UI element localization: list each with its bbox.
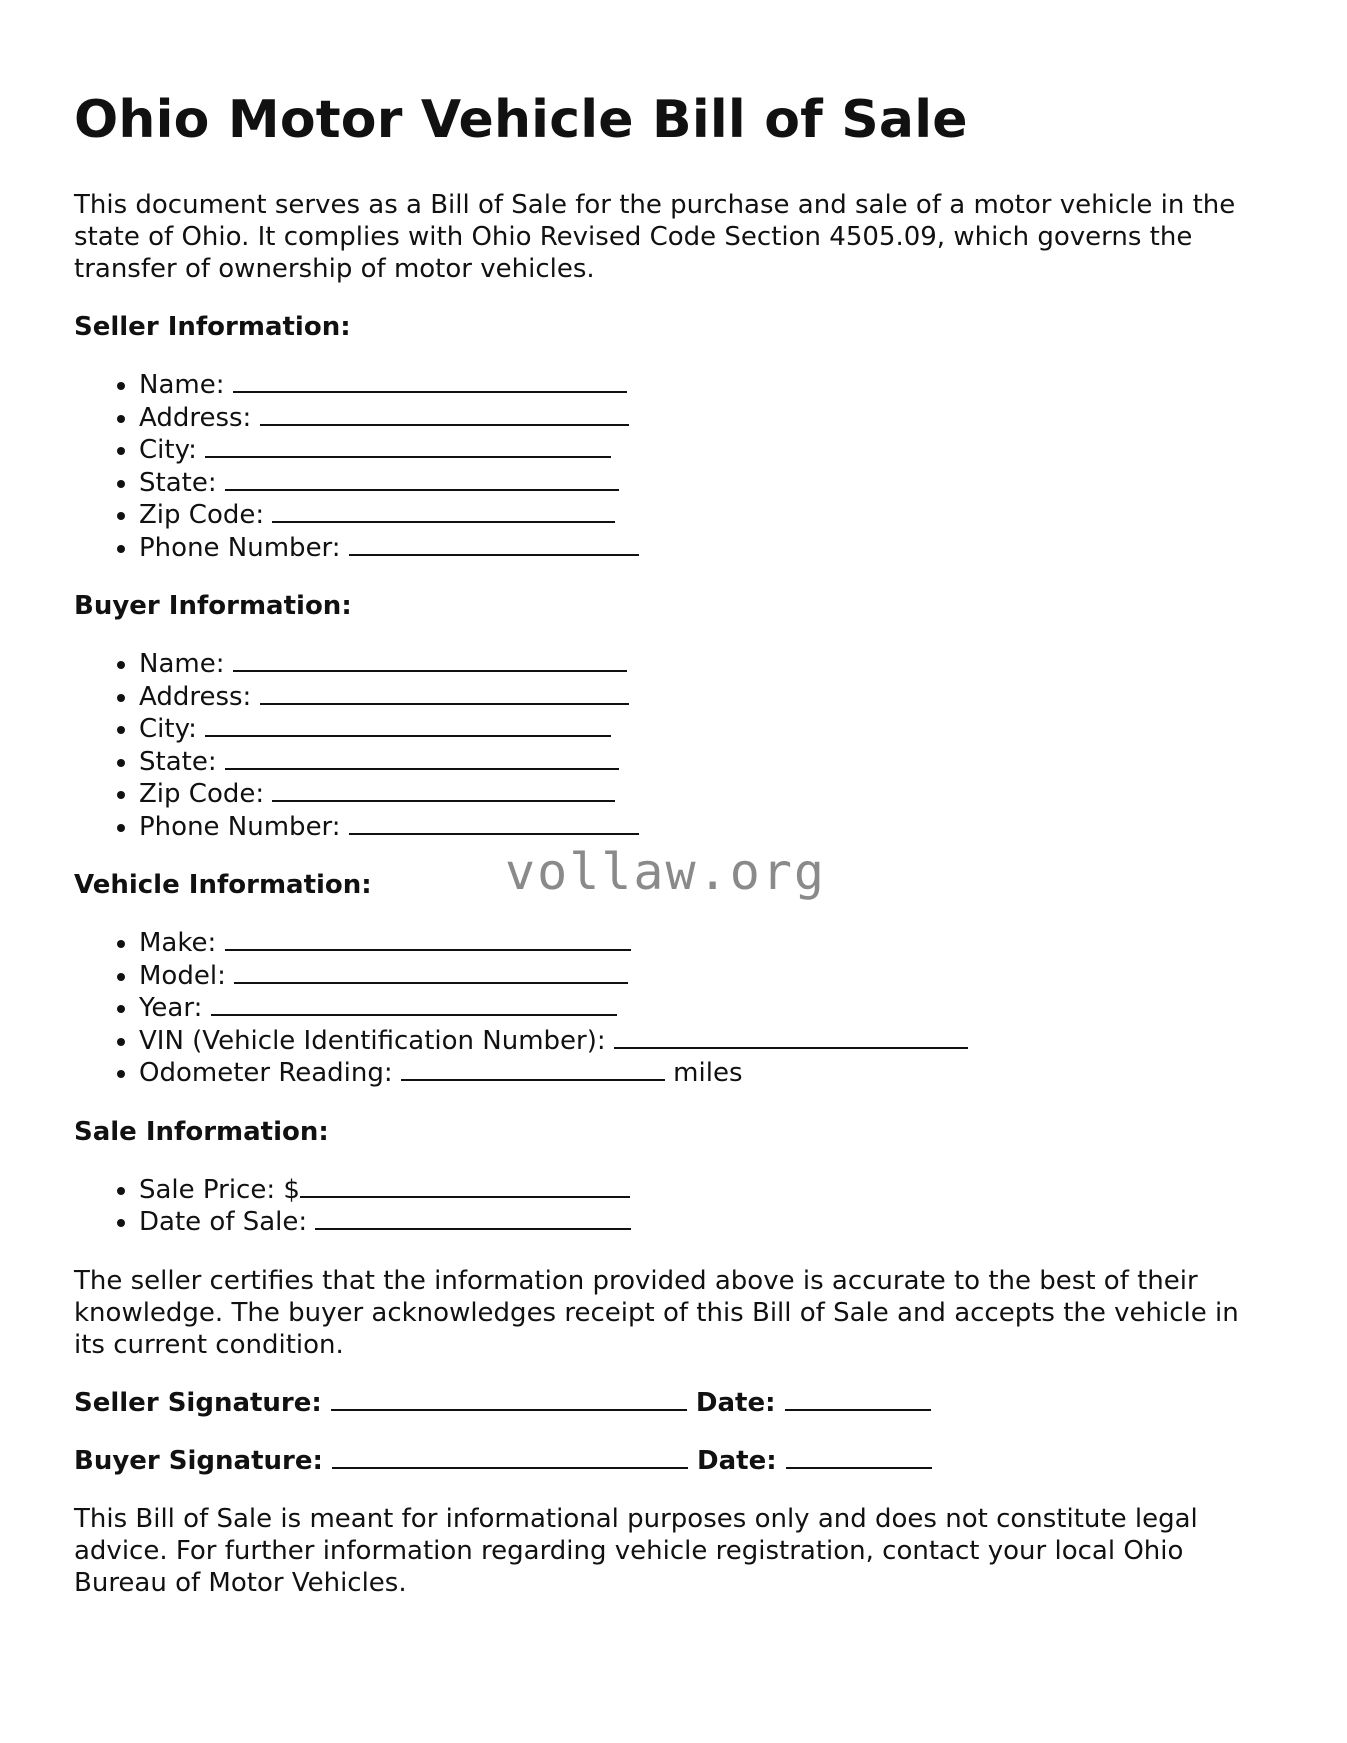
intro-paragraph: This document serves as a Bill of Sale for the purchase and sale of a motor vehicle in the state of Ohio. It complies with Ohio Revised Code Section 4505.09, which governs the transfer of ownership of motor vehicles. xyxy=(74,190,1236,285)
seller-name-field: • Name: xyxy=(139,369,1274,402)
vehicle-odometer-blank[interactable] xyxy=(401,1057,665,1081)
seller-phone-field: • Phone Number: xyxy=(139,532,1274,565)
vehicle-odometer-field: • Odometer Reading: miles xyxy=(139,1057,1274,1090)
certification-paragraph: The seller certifies that the information provided above is accurate to the best of their knowledge. The buyer acknowledges receipt of this Bill of Sale and accepts the vehicle in its current condition. xyxy=(74,1265,1239,1360)
buyer-name-blank[interactable] xyxy=(233,648,627,672)
page-title: Ohio Motor Vehicle Bill of Sale xyxy=(74,90,968,150)
seller-address-field: • Address: xyxy=(139,402,1274,435)
vehicle-vin-field: • VIN (Vehicle Identification Number): xyxy=(139,1025,1274,1058)
vehicle-field-list xyxy=(74,927,1274,1090)
seller-city-blank[interactable] xyxy=(205,434,611,458)
buyer-field-list xyxy=(74,648,1274,843)
buyer-zip-blank[interactable] xyxy=(272,778,615,802)
seller-signature-date-blank[interactable] xyxy=(785,1387,931,1411)
buyer-signature-date-blank[interactable] xyxy=(786,1445,932,1469)
disclaimer-paragraph: This Bill of Sale is meant for informational purposes only and does not constitute legal advice. For further information regarding vehicle registration, contact your local Ohio Bureau of Motor Vehicles. xyxy=(74,1503,1198,1598)
buyer-city-field: • City: xyxy=(139,713,1274,746)
sale-date-field: • Date of Sale: xyxy=(139,1206,1274,1239)
buyer-phone-blank[interactable] xyxy=(349,811,639,835)
seller-heading: Seller Information: xyxy=(74,312,351,343)
seller-state-blank[interactable] xyxy=(225,467,619,491)
vehicle-year-blank[interactable] xyxy=(211,992,617,1016)
sale-price-field: • Sale Price: $ xyxy=(139,1174,1274,1207)
seller-zip-field: • Zip Code: xyxy=(139,499,1274,532)
buyer-heading: Buyer Information: xyxy=(74,591,352,622)
buyer-name-field: • Name: xyxy=(139,648,1274,681)
seller-field-list xyxy=(74,369,1274,564)
vehicle-make-field: • Make: xyxy=(139,927,1274,960)
seller-address-blank[interactable] xyxy=(260,402,629,426)
seller-signature-line: Seller Signature: Date: xyxy=(74,1387,1274,1419)
buyer-state-field: • State: xyxy=(139,746,1274,779)
buyer-city-blank[interactable] xyxy=(205,713,611,737)
buyer-signature-blank[interactable] xyxy=(332,1445,688,1469)
sale-heading: Sale Information: xyxy=(74,1116,329,1147)
vehicle-make-blank[interactable] xyxy=(225,927,631,951)
seller-phone-blank[interactable] xyxy=(349,532,639,556)
buyer-address-blank[interactable] xyxy=(260,681,629,705)
watermark: vollaw.org xyxy=(505,843,827,901)
seller-city-field: • City: xyxy=(139,434,1274,467)
seller-signature-blank[interactable] xyxy=(331,1387,687,1411)
vehicle-model-field: • Model: xyxy=(139,960,1274,993)
vehicle-vin-blank[interactable] xyxy=(614,1025,968,1049)
sale-field-list xyxy=(74,1174,1274,1239)
seller-name-blank[interactable] xyxy=(233,369,627,393)
buyer-state-blank[interactable] xyxy=(225,746,619,770)
vehicle-model-blank[interactable] xyxy=(234,960,628,984)
odometer-unit: miles xyxy=(673,1058,743,1089)
vehicle-year-field: • Year: xyxy=(139,992,1274,1025)
vehicle-heading: Vehicle Information: xyxy=(74,870,372,901)
seller-zip-blank[interactable] xyxy=(272,499,615,523)
buyer-zip-field: • Zip Code: xyxy=(139,778,1274,811)
sale-date-blank[interactable] xyxy=(315,1206,631,1230)
buyer-signature-line: Buyer Signature: Date: xyxy=(74,1445,1274,1477)
buyer-address-field: • Address: xyxy=(139,681,1274,714)
sale-price-blank[interactable] xyxy=(300,1174,630,1198)
buyer-phone-field: • Phone Number: xyxy=(139,811,1274,844)
seller-state-field: • State: xyxy=(139,467,1274,500)
